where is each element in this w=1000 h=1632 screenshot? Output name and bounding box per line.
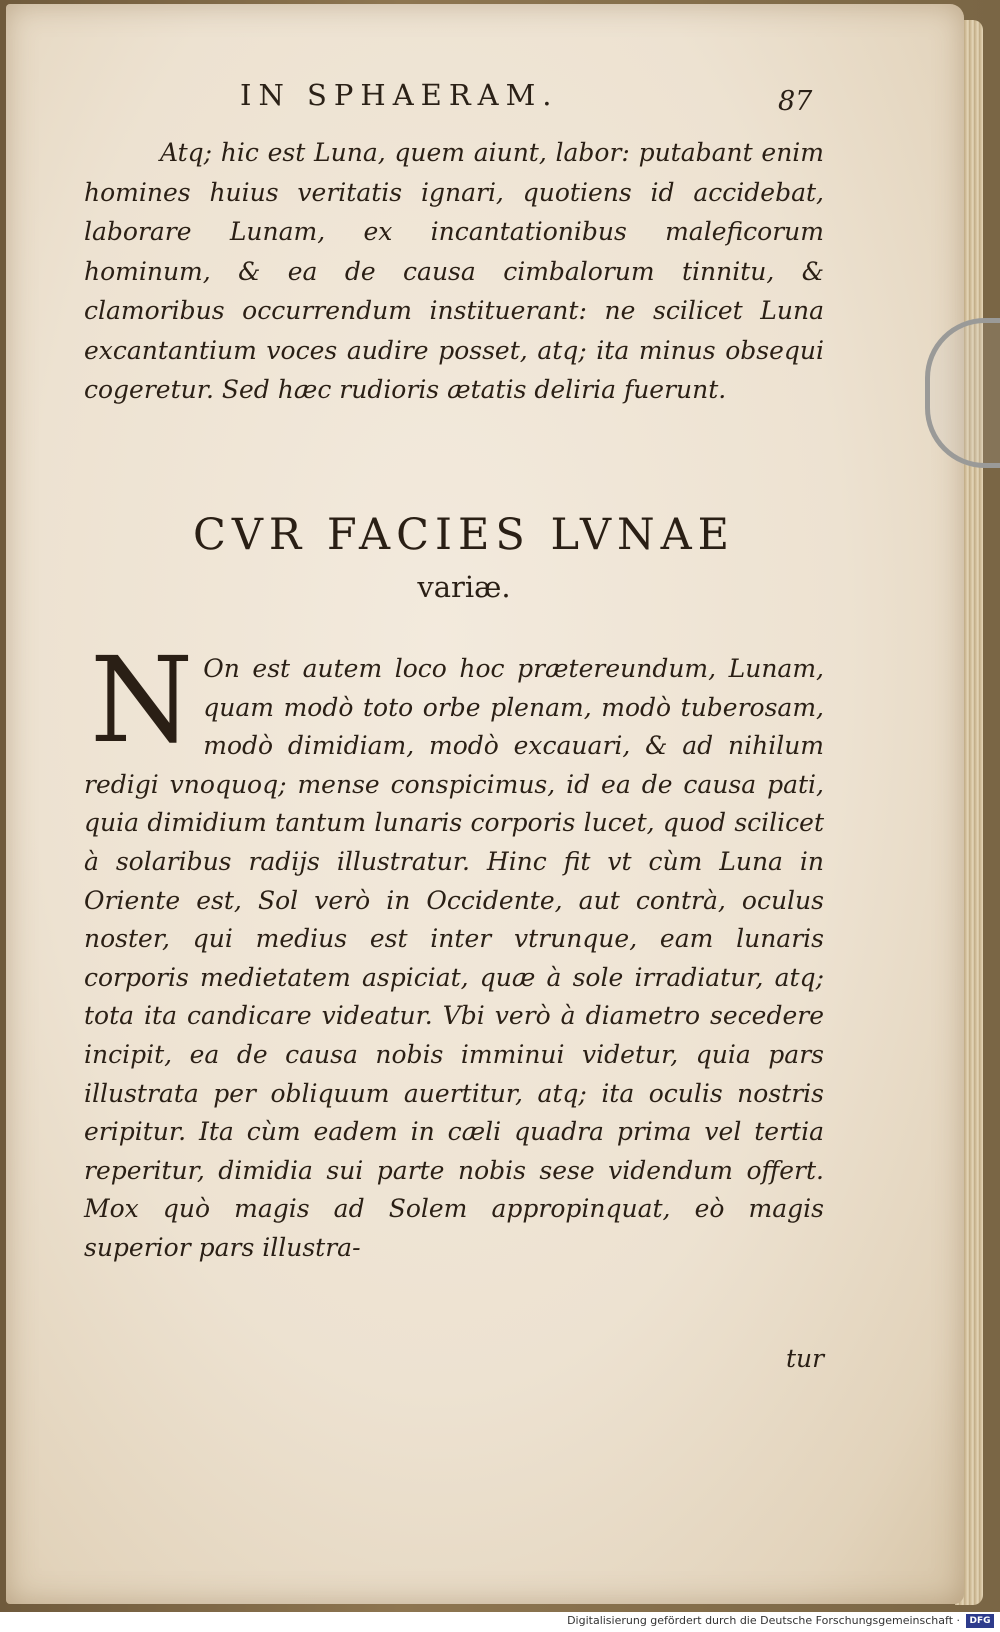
chapter-subheading: variæ. bbox=[417, 570, 511, 604]
paragraph-top: Atq; hic est Luna, quem aiunt, labor: putabant enim homines huius veritatis ignari, quotiens id accidebat, laborare Lunam, ex incantationibus maleficorum hominum, & ea de causa cimbalorum tinnitu, & clamoribus occurrendum instituerant: ne scilicet Luna excantantium voces audire posset, atq; ita minus obsequi cogeretur. Sed hæc rudioris ætatis deliria fuerunt. bbox=[84, 138, 824, 404]
drop-cap-initial: N bbox=[90, 631, 194, 769]
catchword: tur bbox=[786, 1344, 825, 1373]
dfg-logo: DFG bbox=[966, 1614, 994, 1628]
paragraph-main bbox=[84, 631, 824, 1268]
paragraph-main-text: On est autem loco hoc prætereundum, Lunam, quam modò toto orbe plenam, modò tuberosam, modò dimidiam, modò excauari, & ad nihilum redigi vnoquoq; mense conspicimus, id ea de causa pati, quia dimidium tantum lunaris corporis lucet, quod scilicet à solaribus radijs illustratur. Hinc fit vt cùm Luna in Oriente est, Sol verò in Occidente, aut contrà, oculus noster, qui medius est inter vtrunque, eam lunaris corporis medietatem aspiciat, quæ à sole irradiatur, atq; tota ita candicare videatur. Vbi verò à diametro secedere incipit, ea de causa nobis imminui videtur, quia pars illustrata per obliquum auertitur, atq; ita oculis nostris eripitur. Ita cùm eadem in cæli quadra prima vel tertia reperitur, dimidia sui parte nobis sese videndum offert. Mox quò magis ad Solem appropinquat, eò magis superior pars illustra- bbox=[84, 654, 824, 1262]
page-number: 87 bbox=[778, 86, 813, 117]
running-head: IN SPHAERAM. bbox=[240, 78, 559, 112]
chapter-heading: CVR FACIES LVNAE bbox=[192, 510, 736, 560]
footer-credit: Digitalisierung gefördert durch die Deutsche Forschungsgemeinschaft · bbox=[567, 1614, 960, 1627]
